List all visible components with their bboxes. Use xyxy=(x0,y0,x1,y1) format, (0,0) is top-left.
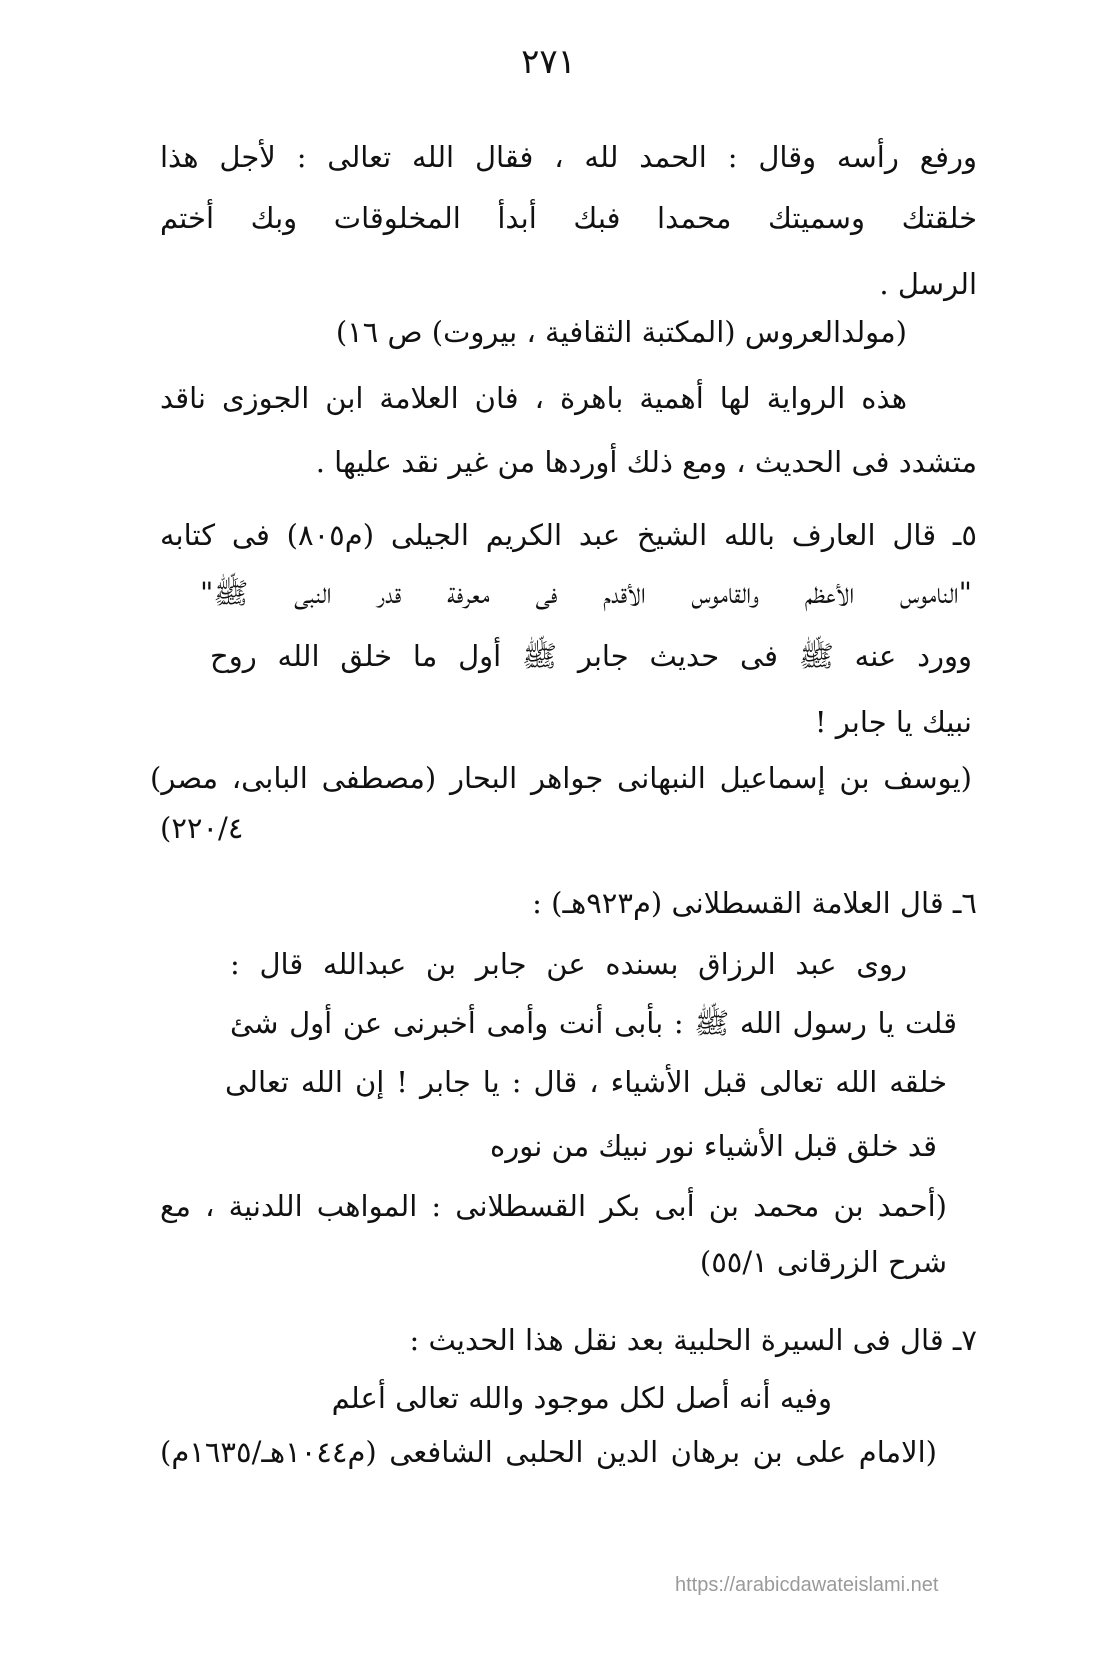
page-number: ٢٧١ xyxy=(521,42,576,82)
citation-line: (مولدالعروس (المكتبة الثقافية ، بيروت) ص ١٦) xyxy=(335,315,907,349)
text-line: ورفع رأسه وقال : الحمد لله ، فقال الله تعالى : لأجل هذا xyxy=(160,140,977,174)
citation-line: (الامام على بن برهان الدين الحلبى الشافعى (م١٠٤٤هـ/١٦٣٥م) xyxy=(160,1435,937,1469)
citation-line: (أحمد بن محمد بن أبى بكر القسطلانى : المواهب اللدنية ، مع xyxy=(160,1189,947,1223)
text-line: روى عبد الرزاق بسنده عن جابر بن عبدالله قال : xyxy=(230,947,907,981)
text-line: "الناموس الأعظم والقاموس الأقدم فى معرفة قدر النبى ﷺ" xyxy=(200,576,972,610)
text-line: هذه الرواية لها أهمية باهرة ، فان العلامة ابن الجوزى ناقد xyxy=(160,381,907,415)
text-line: خلقتك وسميتك محمدا فبك أبدأ المخلوقات وبك أختم xyxy=(160,201,977,235)
citation-line: ٢٢٠/٤) xyxy=(160,811,244,845)
text-line: خلقه الله تعالى قبل الأشياء ، قال : يا جابر ! إن الله تعالى xyxy=(225,1065,947,1099)
text-line: الرسل . xyxy=(879,267,977,301)
watermark: https://arabicdawateislami.net xyxy=(675,1574,939,1596)
text-line: قد خلق قبل الأشياء نور نبيك من نوره xyxy=(490,1129,937,1163)
citation-line: شرح الزرقانى ٥٥/١) xyxy=(699,1245,947,1279)
list-item-6: ٦ـ قال العلامة القسطلانى (م٩٢٣هـ) : xyxy=(532,886,977,920)
text-line: قلت يا رسول الله ﷺ : بأبى أنت وأمى أخبرنى عن أول شئ xyxy=(230,1006,957,1040)
text-line: وفيه أنه أصل لكل موجود والله تعالى أعلم xyxy=(331,1381,832,1415)
text-line: متشدد فى الحديث ، ومع ذلك أوردها من غير نقد عليها . xyxy=(315,445,977,479)
text-line: وورد عنه ﷺ فى حديث جابر ﷺ أول ما خلق الله روح xyxy=(210,639,972,673)
list-item-5: ٥ـ قال العارف بالله الشيخ عبد الكريم الجيلى (م٨٠٥) فى كتابه xyxy=(160,518,977,552)
citation-line: (يوسف بن إسماعيل النبهانى جواهر البحار (مصطفى البابى، مصر) xyxy=(150,761,972,795)
list-item-7: ٧ـ قال فى السيرة الحلبية بعد نقل هذا الحديث : xyxy=(409,1323,977,1357)
text-line: نبيك يا جابر ! xyxy=(814,705,972,739)
